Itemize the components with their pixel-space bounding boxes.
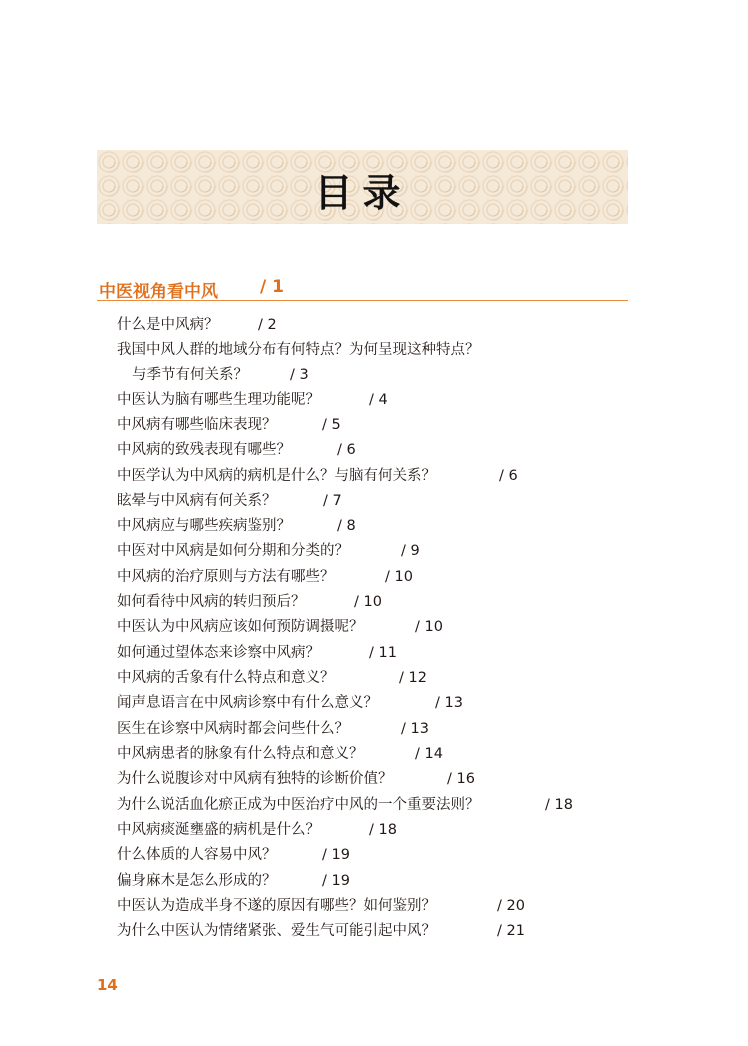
toc-entry-page: / 4: [369, 392, 388, 408]
toc-entry-text[interactable]: 什么是中风病？: [117, 317, 219, 333]
toc-entry-text[interactable]: 中风病的舌象有什么特点和意义？: [117, 670, 335, 686]
page-number: 14: [97, 976, 118, 994]
toc-entry-text[interactable]: 为什么说活血化瘀正成为中医治疗中风的一个重要法则？: [117, 797, 480, 813]
title-banner: [97, 150, 628, 224]
toc-entry-text[interactable]: 如何看待中风病的转归预后？: [117, 594, 306, 610]
page-title: 目录: [314, 170, 411, 215]
section-page-ref: / 1: [260, 277, 284, 297]
toc-entry-text[interactable]: 与季节有何关系？: [132, 367, 248, 383]
toc-entry-text[interactable]: 闻声息语言在中风病诊察中有什么意义？: [117, 695, 378, 711]
toc-entry-text[interactable]: 如何通过望体态来诊察中风病？: [117, 645, 320, 661]
toc-entry-page: / 20: [497, 898, 525, 914]
toc-entry-text[interactable]: 眩晕与中风病有何关系？: [117, 493, 277, 509]
toc-entry-text[interactable]: 中医学认为中风病的病机是什么？与脑有何关系？: [117, 468, 436, 484]
toc-entry-page: / 18: [545, 797, 573, 813]
toc-entry-text[interactable]: 为什么中医认为情绪紧张、爱生气可能引起中风？: [117, 923, 436, 939]
toc-entry-page: / 11: [369, 645, 397, 661]
toc-entry-page: / 10: [415, 619, 443, 635]
toc-entry-page: / 10: [354, 594, 382, 610]
toc-entry-page: / 9: [401, 543, 420, 559]
toc-entry-text[interactable]: 医生在诊察中风病时都会问些什么？: [117, 721, 349, 737]
toc-entry-page: / 14: [415, 746, 443, 762]
toc-entry-page: / 19: [322, 873, 350, 889]
toc-entry-page: / 3: [290, 367, 309, 383]
toc-entry-text[interactable]: 偏身麻木是怎么形成的？: [117, 873, 277, 889]
toc-entry-text[interactable]: 中医认为脑有哪些生理功能呢？: [117, 392, 320, 408]
toc-entry-text[interactable]: 中医认为中风病应该如何预防调摄呢？: [117, 619, 364, 635]
toc-entry-page: / 19: [322, 847, 350, 863]
section-title[interactable]: 中医视角看中风: [99, 282, 218, 302]
toc-entry-page: / 8: [337, 518, 356, 534]
toc-entry-text[interactable]: 中风病患者的脉象有什么特点和意义？: [117, 746, 364, 762]
toc-entry-page: / 7: [323, 493, 342, 509]
toc-entry-text[interactable]: 中医对中风病是如何分期和分类的？: [117, 543, 349, 559]
toc-entry-page: / 13: [435, 695, 463, 711]
toc-entry-text[interactable]: 什么体质的人容易中风？: [117, 847, 277, 863]
toc-entry-text[interactable]: 我国中风人群的地域分布有何特点？为何呈现这种特点？: [117, 342, 480, 358]
toc-entry-text[interactable]: 中风病有哪些临床表现？: [117, 417, 277, 433]
toc-entry-text[interactable]: 中风病痰涎壅盛的病机是什么？: [117, 822, 320, 838]
toc-entry-page: / 10: [385, 569, 413, 585]
toc-entry-text[interactable]: 为什么说腹诊对中风病有独特的诊断价值？: [117, 771, 393, 787]
toc-entry-page: / 16: [447, 771, 475, 787]
toc-entry-text[interactable]: 中风病的治疗原则与方法有哪些？: [117, 569, 335, 585]
toc-entry-text[interactable]: 中风病应与哪些疾病鉴别？: [117, 518, 291, 534]
toc-entry-page: / 12: [399, 670, 427, 686]
toc-entry-page: / 6: [337, 442, 356, 458]
toc-entry-page: / 5: [322, 417, 341, 433]
toc-entry-text[interactable]: 中风病的致残表现有哪些？: [117, 442, 291, 458]
toc-entry-page: / 6: [499, 468, 518, 484]
toc-entry-text[interactable]: 中医认为造成半身不遂的原因有哪些？如何鉴别？: [117, 898, 436, 914]
section-header[interactable]: [97, 276, 628, 301]
toc-entry-page: / 13: [401, 721, 429, 737]
toc-entry-page: / 21: [497, 923, 525, 939]
toc-entry-page: / 2: [258, 317, 277, 333]
toc-entry-page: / 18: [369, 822, 397, 838]
